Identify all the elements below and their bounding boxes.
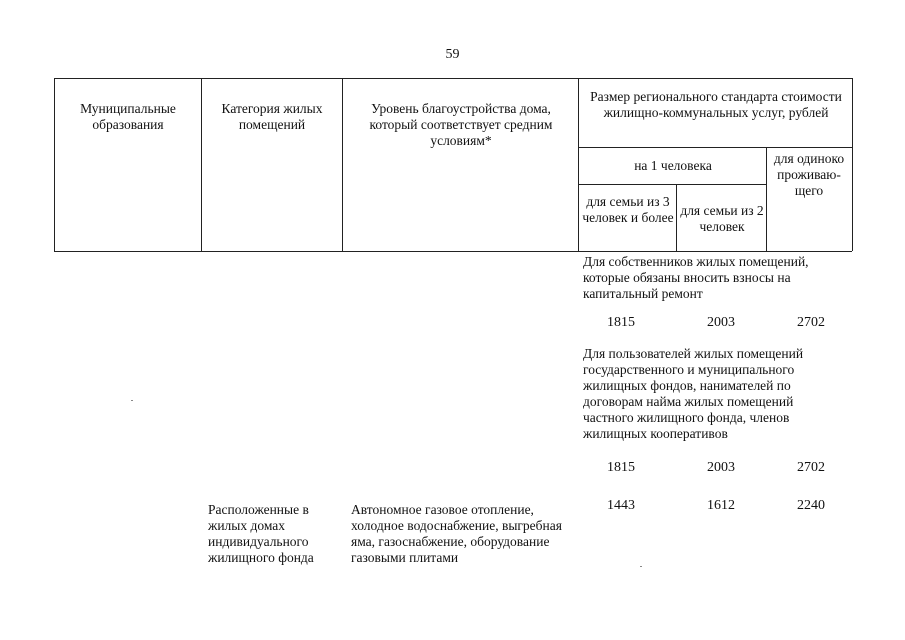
row-level: Автономное газовое отопление, холодное водоснабжение, выгребная яма, газоснабжение, оборудование газовыми плитами [351,502,562,565]
row-value-family2: 1612 [707,498,735,513]
header-level: Уровень благоустройства дома, который соответствует средним условиям* [369,101,553,148]
standard-subheader-line [578,147,852,148]
header-municipal: Муниципальные образования [80,101,176,132]
section-users-value-family3: 1815 [607,460,635,475]
per-person-subheader-line [578,184,766,185]
row-value-single: 2240 [797,498,825,513]
table-top-border [54,78,852,79]
row-value-family3: 1443 [607,498,635,513]
section-owners-value-single: 2702 [797,315,825,330]
section-owners-value-family2: 2003 [707,315,735,330]
section-owners-value-family3: 1815 [607,315,635,330]
section-owners-label: Для собственников жилых помещений, которые обязаны вносить взносы на капитальный ремонт [583,254,809,301]
header-family2: для семьи из 2 человек [680,203,764,234]
col-divider-family [676,184,677,251]
row-category: Расположенные в жилых домах индивидуального жилищного фонда [208,502,314,565]
col-divider-2 [342,78,343,251]
header-family3: для семьи из 3 человек и более [582,194,674,225]
header-category: Категория жилых помещений [221,101,323,132]
section-users-label: Для пользователей жилых помещений государственного и муниципального жилищных фондов, нанимателей по договорам найма жилых помещений частного жилищного фонда, членов жилищных кооперативов [583,346,804,441]
header-per-person: на 1 человека [634,158,712,173]
section-users-value-single: 2702 [797,460,825,475]
col-divider-single [766,147,767,251]
table-right-border [852,78,853,251]
scan-speck [131,400,133,401]
page-number: 59 [445,47,460,62]
col-divider-1 [201,78,202,251]
header-single: для одиноко проживаю-щего [773,151,845,198]
table-left-border [54,78,55,251]
section-users-value-family2: 2003 [707,460,735,475]
col-divider-3 [578,78,579,251]
header-standard: Размер регионального стандарта стоимости жилищно-коммунальных услуг, рублей [590,89,842,120]
table-header-bottom-border [54,251,852,252]
scan-speck [640,566,642,567]
